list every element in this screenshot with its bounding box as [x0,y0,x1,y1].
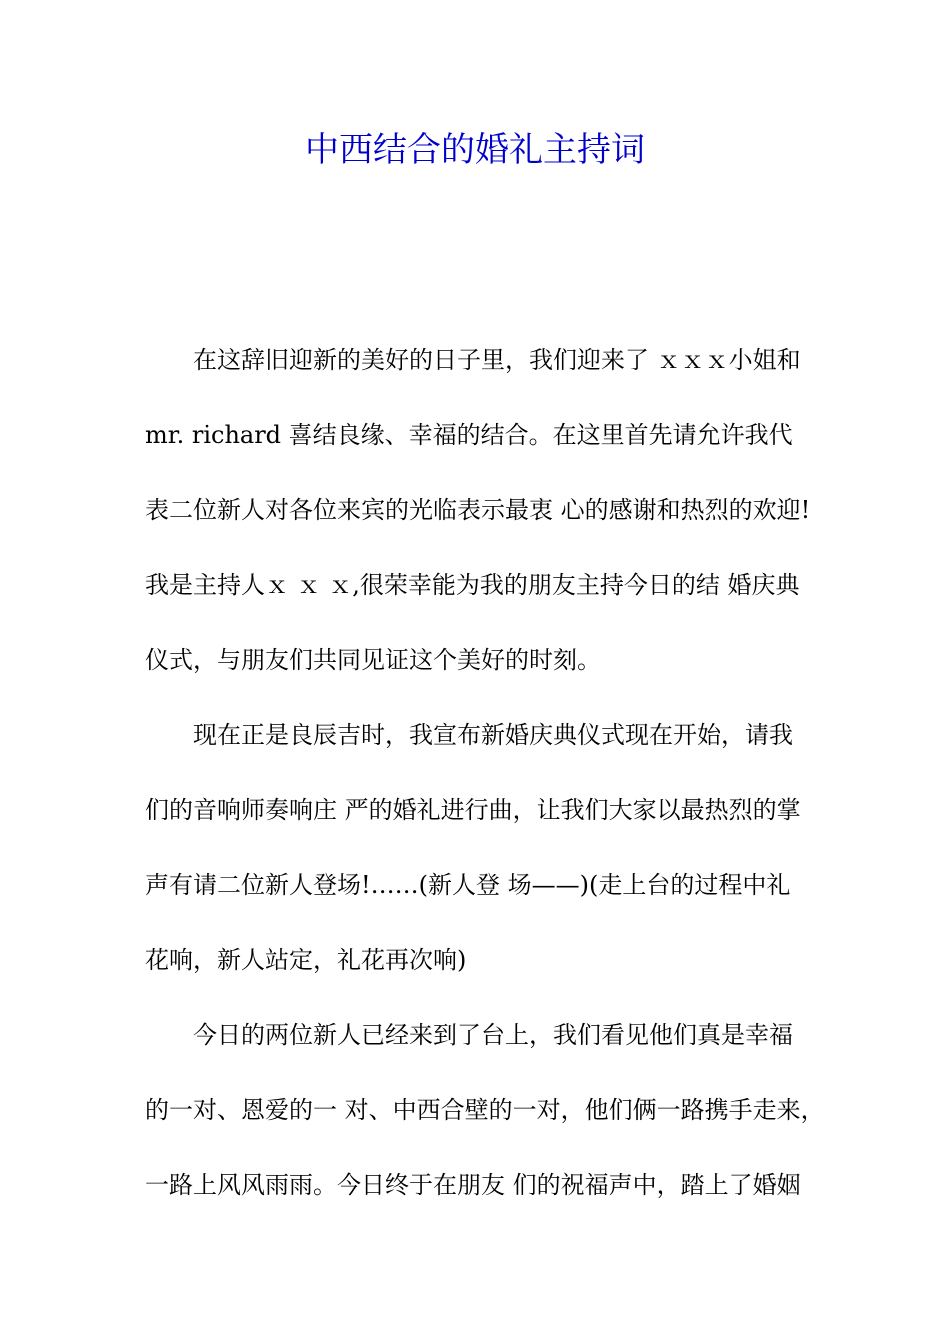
paragraph-line: mr. richard 喜结良缘、幸福的结合。在这里首先请允许我代 [145,421,793,449]
paragraph-line: 今日的两位新人已经来到了台上，我们看见他们真是幸福 [193,1021,793,1049]
paragraph-line: 的一对、恩爱的一 对、中西合壁的一对，他们俩一路携手走来， [145,1096,825,1124]
paragraph-line: 表二位新人对各位来宾的光临表示最衷 心的感谢和热烈的欢迎! [145,496,811,524]
paragraph-line: 们的音响师奏响庄 严的婚礼进行曲，让我们大家以最热烈的掌 [145,796,801,824]
paragraph-line: 一路上风风雨雨。今日终于在朋友 们的祝福声中，踏上了婚姻 [145,1171,801,1199]
paragraph-line: 在这辞旧迎新的美好的日子里，我们迎来了 ｘｘｘ小姐和 [193,346,801,374]
paragraph-line: 仪式，与朋友们共同见证这个美好的时刻。 [145,646,601,674]
document-title: 中西结合的婚礼主持词 [305,130,645,170]
paragraph-line: 我是主持人ｘ ｘ ｘ,很荣幸能为我的朋友主持今日的结 婚庆典 [145,571,800,599]
paragraph-line: 花响，新人站定，礼花再次响) [145,946,467,974]
paragraph-line: 声有请二位新人登场!……(新人登 场——)(走上台的过程中礼 [145,871,791,899]
paragraph-line: 现在正是良辰吉时，我宣布新婚庆典仪式现在开始，请我 [193,721,793,749]
